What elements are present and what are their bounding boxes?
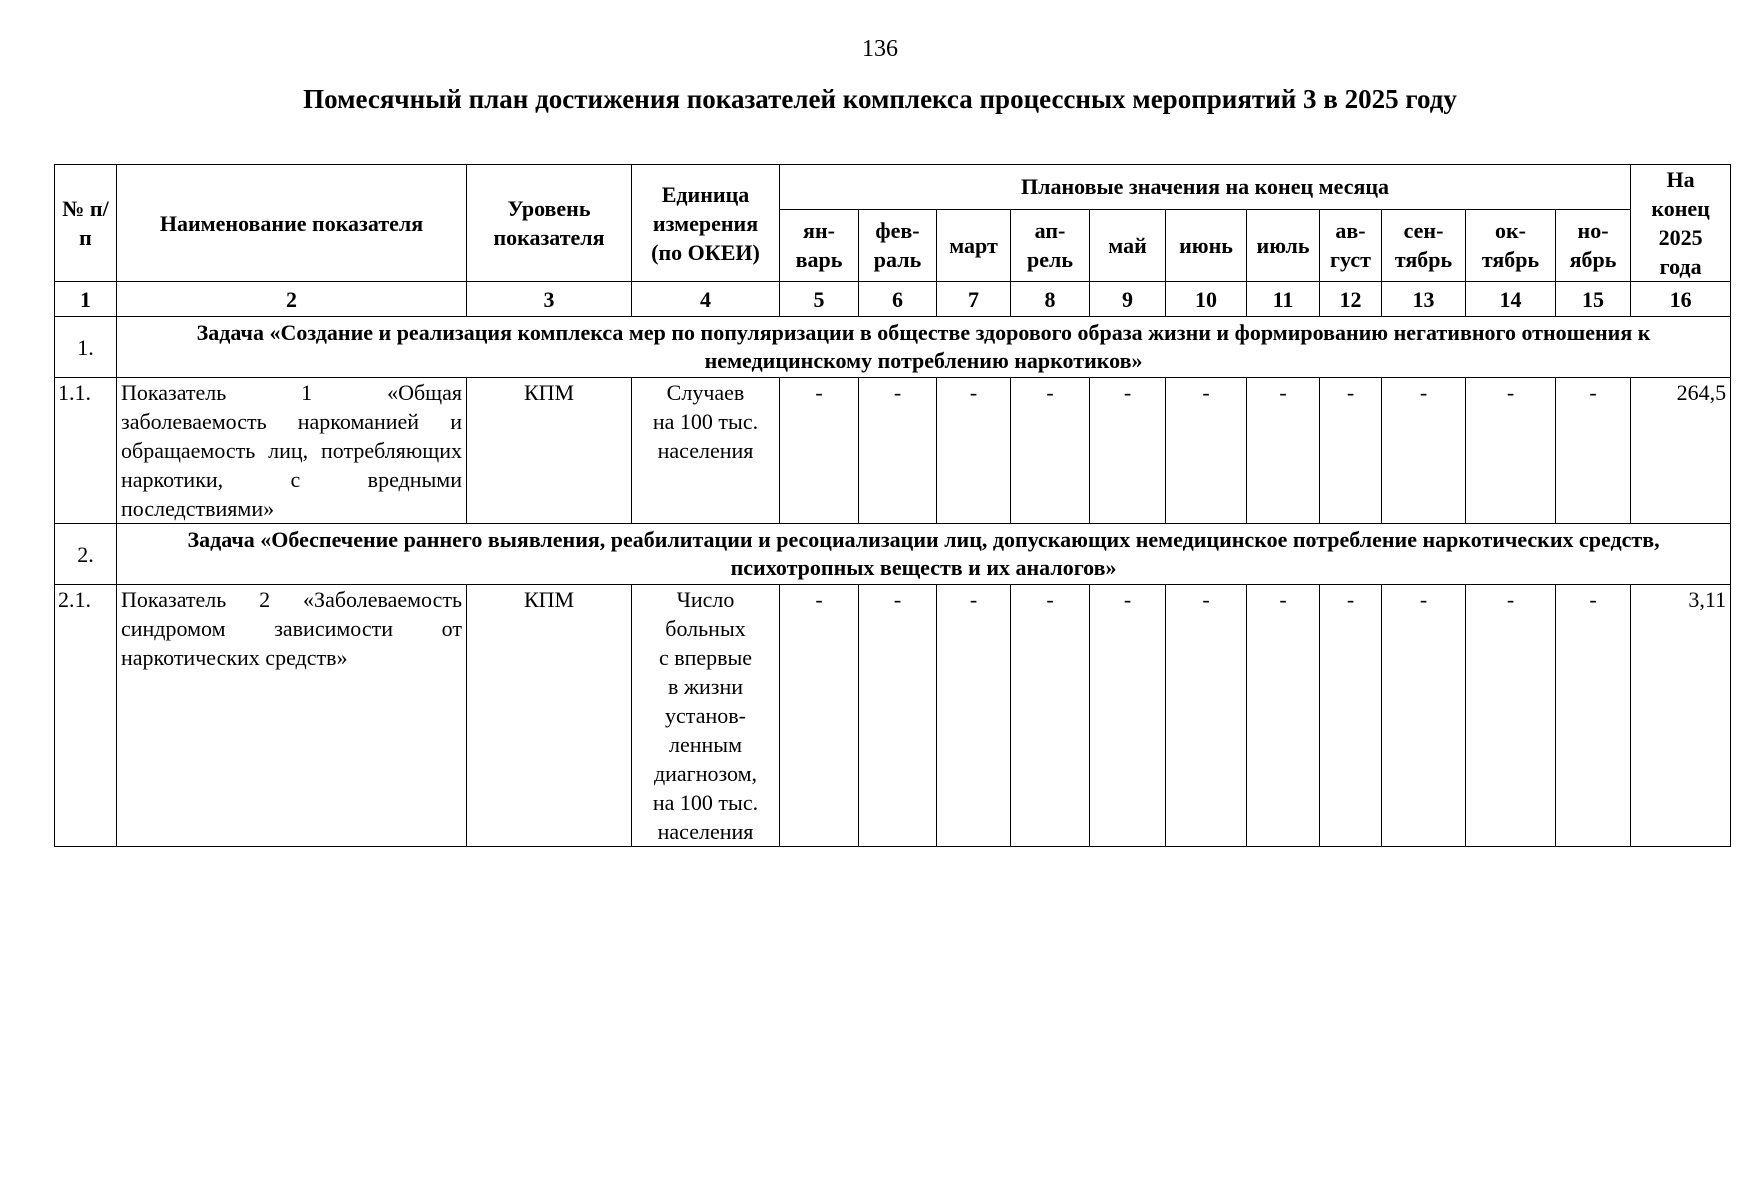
monthly-value: - [1166,585,1247,847]
month-header: март [937,209,1011,281]
monthly-value: - [1247,378,1320,524]
column-number: 5 [780,282,859,317]
monthly-value: - [1166,378,1247,524]
month-header: ян- варь [780,209,859,281]
monthly-value: - [859,585,937,847]
column-number: 10 [1166,282,1247,317]
month-header: ок- тябрь [1466,209,1556,281]
monthly-value: - [937,378,1011,524]
month-header: ав- густ [1320,209,1382,281]
task-text: Задача «Создание и реализация комплекса мер по популяризации в обществе здорового образа жизни и формированию негативного отношения к немедицинскому потреблению наркотиков» [117,317,1731,378]
column-number: 13 [1382,282,1466,317]
column-number: 2 [117,282,467,317]
month-header: но- ябрь [1556,209,1631,281]
monthly-value: - [780,378,859,524]
monthly-value: - [1382,378,1466,524]
column-number: 8 [1011,282,1090,317]
month-header: июнь [1166,209,1247,281]
monthly-value: - [1466,378,1556,524]
column-number-row [55,282,1731,317]
monthly-value: - [1320,378,1382,524]
indicator-name: Показатель 2 «Заболеваемость синдромом зависимости от наркотических средств» [117,585,467,847]
indicator-row-1-1 [55,378,1731,524]
monthly-value: - [1466,585,1556,847]
page-title: Помесячный план достижения показателей комплекса процессных мероприятий 3 в 2025 году [303,84,1457,114]
month-header: июль [1247,209,1320,281]
year-end-value: 264,5 [1631,378,1731,524]
monthly-value: - [1011,585,1090,847]
monthly-value: - [859,378,937,524]
monthly-value: - [1011,378,1090,524]
plan-table [54,164,1731,847]
indicator-unit: Число больных с впервые в жизни установ- ленным диагнозом, на 100 тыс. населения [632,585,780,847]
monthly-value: - [1320,585,1382,847]
month-header: фев- раль [859,209,937,281]
indicator-level: КПМ [467,585,632,847]
page-number: 136 [862,36,898,62]
column-number: 6 [859,282,937,317]
column-number: 1 [55,282,117,317]
indicator-name: Показатель 1 «Общая заболеваемость наркоманией и обращаемость лиц, потребляющих наркотики, с вредными последствиями» [117,378,467,524]
column-number: 14 [1466,282,1556,317]
header-unit: Единица измерения (по ОКЕИ) [632,165,780,282]
header-num: № п/п [55,165,117,282]
task-number: 1. [55,317,117,378]
task-row-2 [55,524,1731,585]
month-header: ап- рель [1011,209,1090,281]
indicator-number: 2.1. [55,585,117,847]
indicator-unit: Случаев на 100 тыс. населения [632,378,780,524]
column-number: 16 [1631,282,1731,317]
column-number: 7 [937,282,1011,317]
monthly-value: - [1556,585,1631,847]
column-number: 12 [1320,282,1382,317]
header-name: Наименование показателя [117,165,467,282]
year-end-value: 3,11 [1631,585,1731,847]
monthly-value: - [1556,378,1631,524]
monthly-value: - [780,585,859,847]
indicator-number: 1.1. [55,378,117,524]
header-planned-values: Плановые значения на конец месяца [780,165,1631,210]
task-text: Задача «Обеспечение раннего выявления, реабилитации и ресоциализации лиц, допускающих немедицинское потребление наркотических средств, психотропных веществ и их аналогов» [117,524,1731,585]
header-year-end: На конец 2025 года [1631,165,1731,282]
indicator-level: КПМ [467,378,632,524]
month-header: май [1090,209,1166,281]
indicator-row-2-1 [55,585,1731,847]
header-level: Уровень показателя [467,165,632,282]
column-number: 4 [632,282,780,317]
column-number: 15 [1556,282,1631,317]
column-number: 9 [1090,282,1166,317]
task-number: 2. [55,524,117,585]
monthly-value: - [1382,585,1466,847]
month-header: сен- тябрь [1382,209,1466,281]
monthly-value: - [937,585,1011,847]
monthly-value: - [1090,378,1166,524]
column-number: 11 [1247,282,1320,317]
task-row-1 [55,317,1731,378]
monthly-value: - [1247,585,1320,847]
column-number: 3 [467,282,632,317]
monthly-value: - [1090,585,1166,847]
